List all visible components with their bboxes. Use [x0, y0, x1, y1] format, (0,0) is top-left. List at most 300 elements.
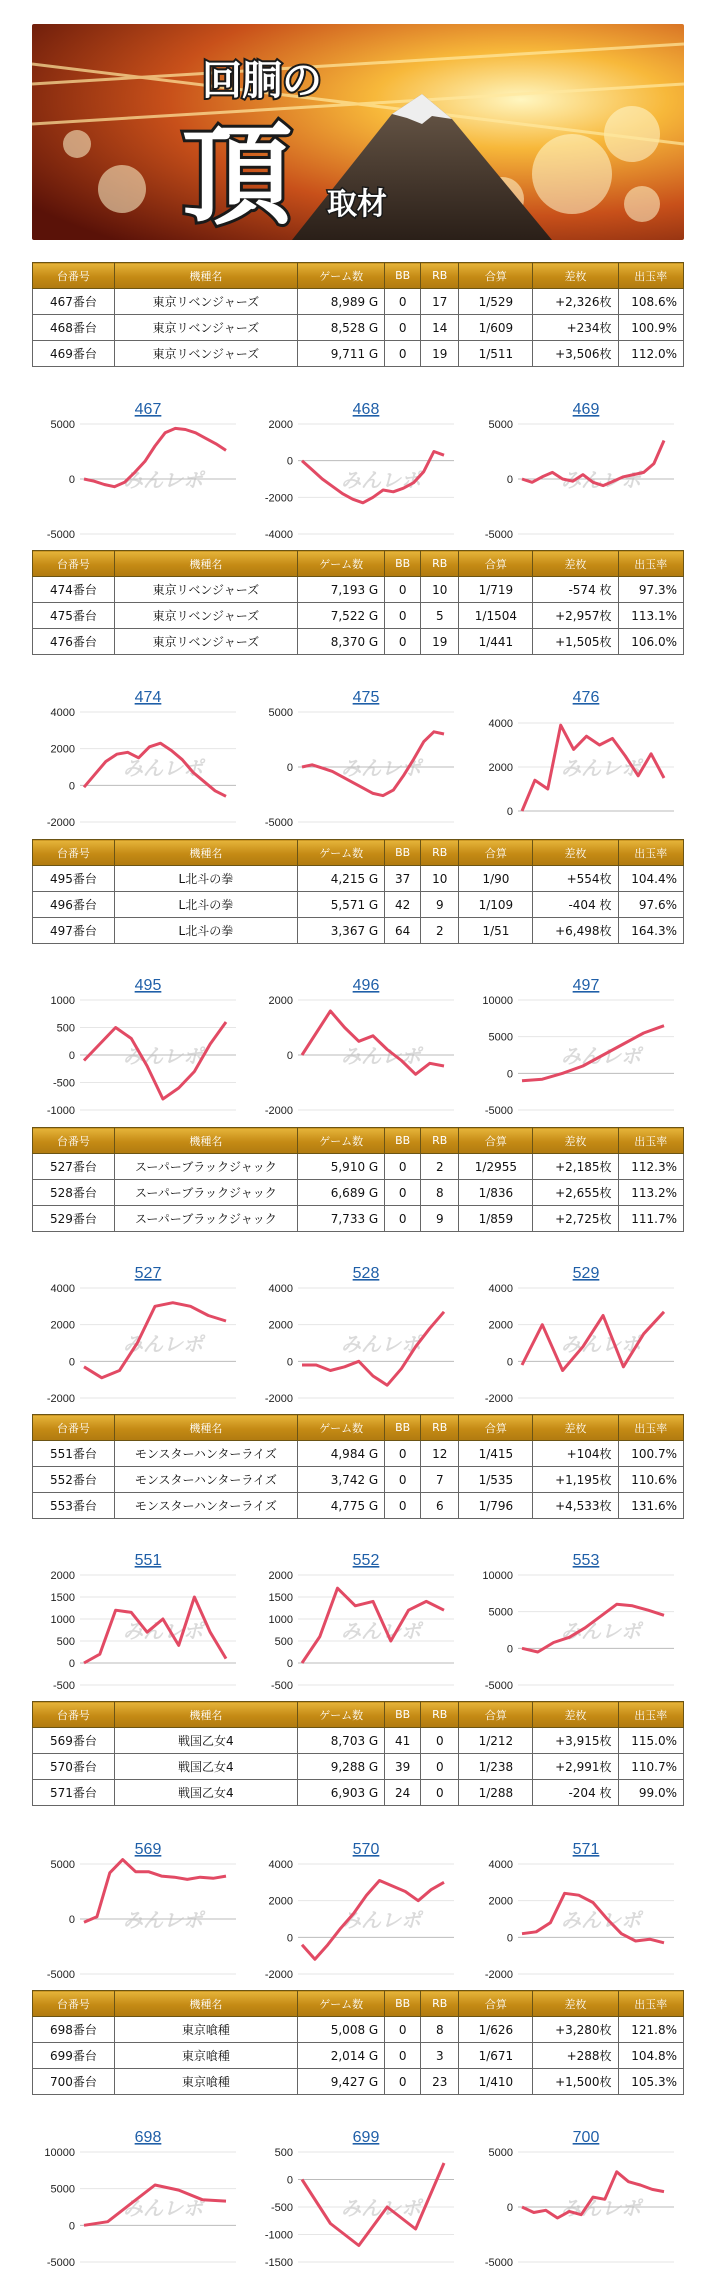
chart-title-link[interactable]: 496: [352, 977, 380, 994]
cell-diff: +3,280枚: [533, 2017, 618, 2043]
column-header: BB: [385, 551, 421, 577]
cell-name: 東京リベンジャーズ: [114, 629, 297, 655]
chart-title-link[interactable]: 469: [572, 401, 600, 418]
cell-name: 東京リベンジャーズ: [114, 577, 297, 603]
y-tick-label: 500: [274, 2147, 293, 2159]
y-tick-label: -2000: [46, 1393, 75, 1405]
cell-bb: 39: [385, 1754, 421, 1780]
cell-name: 東京リベンジャーズ: [114, 603, 297, 629]
y-tick-label: 2000: [268, 419, 293, 431]
cell-bb: 0: [385, 577, 421, 603]
column-header: 合算: [459, 1128, 533, 1154]
table-row: [33, 603, 684, 629]
cell-combined: 1/859: [459, 1206, 533, 1232]
chart-title-link[interactable]: 700: [572, 2129, 600, 2146]
table-row: [33, 1493, 684, 1519]
cell-diff: +4,533枚: [533, 1493, 618, 1519]
column-header: ゲーム数: [297, 1991, 384, 2017]
chart-title-link[interactable]: 476: [572, 689, 600, 706]
y-tick-label: 10000: [482, 1570, 513, 1582]
table-row: [33, 289, 684, 315]
cell-rate: 113.1%: [618, 603, 683, 629]
watermark: みんレポ: [341, 1332, 421, 1356]
y-tick-label: 0: [286, 2174, 293, 2187]
cell-no: 553番台: [33, 1493, 115, 1519]
cell-name: 東京リベンジャーズ: [114, 341, 297, 367]
cell-combined: 1/109: [459, 892, 533, 918]
cell-rate: 121.8%: [618, 2017, 683, 2043]
cell-name: L北斗の拳: [114, 918, 297, 944]
cell-combined: 1/410: [459, 2069, 533, 2095]
column-header: 出玉率: [618, 1991, 683, 2017]
chart-title-link[interactable]: 495: [134, 977, 162, 994]
y-tick-label: 0: [68, 1914, 75, 1926]
watermark: みんレポ: [341, 756, 421, 780]
column-header: RB: [421, 551, 459, 577]
y-tick-label: 0: [286, 1356, 293, 1369]
chart-title-link[interactable]: 552: [352, 1552, 380, 1569]
watermark: みんレポ: [123, 1044, 203, 1068]
cell-bb: 0: [385, 1180, 421, 1206]
cell-rate: 97.3%: [618, 577, 683, 603]
column-header: 台番号: [33, 551, 115, 577]
cell-rb: 10: [421, 866, 459, 892]
cell-rate: 131.6%: [618, 1493, 683, 1519]
cell-diff: +288枚: [533, 2043, 618, 2069]
y-tick-label: 0: [68, 474, 75, 486]
watermark: みんレポ: [561, 1619, 641, 1643]
y-tick-label: 0: [506, 2202, 513, 2214]
cell-rb: 8: [421, 2017, 459, 2043]
cell-diff: +2,991枚: [533, 1754, 618, 1780]
cell-diff: +2,655枚: [533, 1180, 618, 1206]
cell-name: L北斗の拳: [114, 866, 297, 892]
cell-games: 9,711 G: [297, 341, 384, 367]
table-header-row: [33, 840, 684, 866]
machine-chart: [470, 396, 680, 546]
cell-combined: 1/288: [459, 1780, 533, 1806]
cell-combined: 1/1504: [459, 603, 533, 629]
cell-rate: 110.6%: [618, 1467, 683, 1493]
y-tick-label: 4000: [488, 718, 513, 730]
cell-name: 東京リベンジャーズ: [114, 289, 297, 315]
cell-no: 496番台: [33, 892, 115, 918]
y-tick-label: 2000: [268, 1319, 293, 1332]
column-header: 合算: [459, 1702, 533, 1728]
cell-games: 9,427 G: [297, 2069, 384, 2095]
cell-combined: 1/836: [459, 1180, 533, 1206]
column-header: BB: [385, 263, 421, 289]
chart-title-link[interactable]: 497: [572, 977, 600, 994]
machine-table: [32, 1990, 684, 2095]
cell-rb: 2: [421, 1154, 459, 1180]
cell-diff: +104枚: [533, 1441, 618, 1467]
table-row: [33, 1780, 684, 1806]
header-banner: [32, 24, 684, 240]
cell-bb: 64: [385, 918, 421, 944]
machine-table: [32, 1127, 684, 1232]
machine-chart: [250, 1836, 460, 1986]
chart-title-link[interactable]: 475: [352, 689, 380, 706]
cell-no: 698番台: [33, 2017, 115, 2043]
column-header: 出玉率: [618, 1128, 683, 1154]
machine-chart: [470, 1260, 680, 1410]
table-header-row: [33, 1128, 684, 1154]
machine-chart: [470, 1836, 680, 1986]
y-tick-label: 2000: [488, 1895, 513, 1908]
watermark: みんレポ: [123, 756, 203, 780]
column-header: 機種名: [114, 1991, 297, 2017]
y-tick-label: 4000: [50, 707, 75, 719]
cell-rb: 9: [421, 1206, 459, 1232]
table-row: [33, 1206, 684, 1232]
y-tick-label: -2000: [264, 492, 293, 505]
table-row: [33, 918, 684, 944]
cell-rate: 104.4%: [618, 866, 683, 892]
cell-name: スーパーブラックジャック: [114, 1206, 297, 1232]
cell-combined: 1/51: [459, 918, 533, 944]
column-header: 差枚: [533, 840, 618, 866]
cell-rb: 0: [421, 1754, 459, 1780]
column-header: RB: [421, 1991, 459, 2017]
chart-title-link[interactable]: 698: [134, 2129, 162, 2146]
chart-title-link[interactable]: 699: [352, 2129, 380, 2146]
cell-rate: 97.6%: [618, 892, 683, 918]
column-header: 出玉率: [618, 551, 683, 577]
machine-chart: [250, 1260, 460, 1410]
chart-title-link[interactable]: 527: [134, 1265, 162, 1282]
table-header-row: [33, 551, 684, 577]
y-tick-label: 0: [506, 1356, 513, 1369]
cell-combined: 1/212: [459, 1728, 533, 1754]
y-tick-label: 1500: [50, 1592, 75, 1604]
cell-games: 5,008 G: [297, 2017, 384, 2043]
watermark: みんレポ: [123, 1332, 203, 1356]
watermark: みんレポ: [561, 1044, 641, 1068]
column-header: ゲーム数: [297, 263, 384, 289]
y-tick-label: 500: [56, 1022, 75, 1035]
y-tick-label: 0: [68, 1356, 75, 1369]
column-header: BB: [385, 840, 421, 866]
y-tick-label: 10000: [44, 2147, 75, 2159]
column-header: 台番号: [33, 263, 115, 289]
cell-name: 戦国乙女4: [114, 1780, 297, 1806]
cell-rb: 14: [421, 315, 459, 341]
cell-name: モンスターハンターライズ: [114, 1493, 297, 1519]
y-tick-label: 0: [286, 1932, 293, 1945]
y-tick-label: -500: [270, 1680, 293, 1692]
y-tick-label: 0: [286, 762, 293, 774]
y-tick-label: 0: [506, 1643, 513, 1656]
y-tick-label: -5000: [484, 2257, 513, 2269]
y-tick-label: 2000: [50, 1570, 75, 1582]
cell-rate: 99.0%: [618, 1780, 683, 1806]
cell-diff: +1,195枚: [533, 1467, 618, 1493]
cell-rate: 164.3%: [618, 918, 683, 944]
cell-no: 474番台: [33, 577, 115, 603]
chart-title-link[interactable]: 467: [134, 401, 162, 418]
cell-bb: 0: [385, 341, 421, 367]
cell-combined: 1/719: [459, 577, 533, 603]
cell-combined: 1/441: [459, 629, 533, 655]
cell-no: 468番台: [33, 315, 115, 341]
cell-combined: 1/796: [459, 1493, 533, 1519]
machine-chart: [32, 396, 242, 546]
cell-bb: 0: [385, 2017, 421, 2043]
watermark: みんレポ: [341, 1908, 421, 1932]
chart-title-link[interactable]: 551: [134, 1552, 162, 1569]
column-header: RB: [421, 1702, 459, 1728]
cell-rb: 9: [421, 892, 459, 918]
cell-name: 東京喰種: [114, 2043, 297, 2069]
watermark: みんレポ: [123, 1908, 203, 1932]
cell-rate: 104.8%: [618, 2043, 683, 2069]
cell-diff: -404 枚: [533, 892, 618, 918]
y-tick-label: 5000: [488, 2147, 513, 2159]
y-tick-label: 500: [274, 1636, 293, 1648]
y-tick-label: -1000: [46, 1105, 75, 1117]
cell-games: 8,703 G: [297, 1728, 384, 1754]
y-tick-label: 4000: [488, 1283, 513, 1295]
column-header: 機種名: [114, 1415, 297, 1441]
column-header: 合算: [459, 263, 533, 289]
cell-rate: 110.7%: [618, 1754, 683, 1780]
cell-games: 5,571 G: [297, 892, 384, 918]
cell-rate: 113.2%: [618, 1180, 683, 1206]
cell-name: モンスターハンターライズ: [114, 1467, 297, 1493]
watermark: みんレポ: [341, 1619, 421, 1643]
cell-name: モンスターハンターライズ: [114, 1441, 297, 1467]
cell-name: スーパーブラックジャック: [114, 1180, 297, 1206]
y-tick-label: 2000: [50, 1319, 75, 1332]
cell-games: 4,215 G: [297, 866, 384, 892]
watermark: みんレポ: [561, 2196, 641, 2220]
y-tick-label: 5000: [488, 1606, 513, 1619]
cell-rb: 7: [421, 1467, 459, 1493]
chart-title-link[interactable]: 529: [572, 1265, 600, 1282]
cell-diff: +1,505枚: [533, 629, 618, 655]
y-tick-label: -4000: [264, 529, 293, 541]
banner-subtitle: 取材: [327, 187, 387, 222]
column-header: 合算: [459, 1991, 533, 2017]
y-tick-label: -5000: [484, 1680, 513, 1692]
y-tick-label: 0: [68, 780, 75, 793]
watermark: みんレポ: [341, 1044, 421, 1068]
y-tick-label: 0: [68, 1658, 75, 1670]
y-tick-label: 2000: [488, 762, 513, 774]
cell-rate: 100.9%: [618, 315, 683, 341]
cell-bb: 0: [385, 603, 421, 629]
cell-combined: 1/609: [459, 315, 533, 341]
cell-games: 8,370 G: [297, 629, 384, 655]
cell-bb: 41: [385, 1728, 421, 1754]
chart-title-link[interactable]: 528: [352, 1265, 380, 1282]
cell-games: 2,014 G: [297, 2043, 384, 2069]
table-header-row: [33, 1415, 684, 1441]
cell-games: 8,989 G: [297, 289, 384, 315]
cell-bb: 42: [385, 892, 421, 918]
table-row: [33, 2043, 684, 2069]
cell-rb: 6: [421, 1493, 459, 1519]
cell-rb: 17: [421, 289, 459, 315]
cell-games: 3,742 G: [297, 1467, 384, 1493]
chart-title-link[interactable]: 468: [352, 401, 380, 418]
machine-chart: [250, 684, 460, 834]
cell-diff: -204 枚: [533, 1780, 618, 1806]
y-tick-label: -500: [52, 1077, 75, 1090]
y-tick-label: 1000: [268, 1614, 293, 1626]
machine-table: [32, 1414, 684, 1519]
cell-games: 6,903 G: [297, 1780, 384, 1806]
cell-bb: 0: [385, 315, 421, 341]
chart-title-link[interactable]: 571: [572, 1841, 600, 1858]
y-tick-label: -1000: [264, 2229, 293, 2242]
cell-bb: 0: [385, 1467, 421, 1493]
column-header: 台番号: [33, 1991, 115, 2017]
cell-combined: 1/238: [459, 1754, 533, 1780]
cell-diff: +2,326枚: [533, 289, 618, 315]
cell-diff: +2,185枚: [533, 1154, 618, 1180]
table-row: [33, 1728, 684, 1754]
cell-no: 551番台: [33, 1441, 115, 1467]
column-header: 合算: [459, 840, 533, 866]
y-tick-label: -500: [52, 1680, 75, 1692]
cell-rate: 111.7%: [618, 1206, 683, 1232]
column-header: 台番号: [33, 1702, 115, 1728]
chart-title-link[interactable]: 553: [572, 1552, 600, 1569]
cell-bb: 0: [385, 2069, 421, 2095]
column-header: 機種名: [114, 263, 297, 289]
cell-rate: 115.0%: [618, 1728, 683, 1754]
column-header: 合算: [459, 551, 533, 577]
y-tick-label: 0: [286, 1658, 293, 1670]
y-tick-label: 1000: [50, 1614, 75, 1626]
cell-combined: 1/511: [459, 341, 533, 367]
y-tick-label: 5000: [488, 419, 513, 431]
cell-bb: 37: [385, 866, 421, 892]
y-tick-label: -2000: [484, 1969, 513, 1981]
y-tick-label: 2000: [50, 743, 75, 756]
y-tick-label: -5000: [484, 529, 513, 541]
column-header: BB: [385, 1702, 421, 1728]
table-row: [33, 892, 684, 918]
cell-rate: 105.3%: [618, 2069, 683, 2095]
y-tick-label: 0: [506, 806, 513, 818]
chart-title-link[interactable]: 570: [352, 1841, 380, 1858]
column-header: 機種名: [114, 551, 297, 577]
cell-bb: 0: [385, 1206, 421, 1232]
cell-combined: 1/529: [459, 289, 533, 315]
cell-diff: +6,498枚: [533, 918, 618, 944]
y-tick-label: 5000: [50, 419, 75, 431]
table-row: [33, 577, 684, 603]
cell-no: 699番台: [33, 2043, 115, 2069]
y-tick-label: -500: [270, 2202, 293, 2214]
machine-table: [32, 550, 684, 655]
column-header: 出玉率: [618, 1415, 683, 1441]
machine-table: [32, 839, 684, 944]
cell-bb: 0: [385, 1154, 421, 1180]
cell-combined: 1/535: [459, 1467, 533, 1493]
y-tick-label: -5000: [264, 817, 293, 829]
cell-name: 東京喰種: [114, 2069, 297, 2095]
watermark: みんレポ: [123, 468, 203, 492]
y-tick-label: 5000: [50, 2183, 75, 2196]
y-tick-label: 10000: [482, 995, 513, 1007]
cell-rate: 106.0%: [618, 629, 683, 655]
table-row: [33, 1180, 684, 1206]
column-header: BB: [385, 1128, 421, 1154]
chart-title-link[interactable]: 569: [134, 1841, 162, 1858]
column-header: 差枚: [533, 551, 618, 577]
machine-chart: [32, 1836, 242, 1986]
cell-bb: 0: [385, 1441, 421, 1467]
table-header-row: [33, 263, 684, 289]
cell-no: 700番台: [33, 2069, 115, 2095]
y-tick-label: -5000: [46, 529, 75, 541]
cell-combined: 1/626: [459, 2017, 533, 2043]
cell-no: 570番台: [33, 1754, 115, 1780]
column-header: RB: [421, 1128, 459, 1154]
cell-no: 467番台: [33, 289, 115, 315]
chart-title-link[interactable]: 474: [134, 689, 162, 706]
y-tick-label: -2000: [264, 1393, 293, 1405]
cell-games: 4,984 G: [297, 1441, 384, 1467]
cell-rate: 108.6%: [618, 289, 683, 315]
y-tick-label: -5000: [484, 1105, 513, 1117]
cell-games: 7,733 G: [297, 1206, 384, 1232]
cell-rb: 23: [421, 2069, 459, 2095]
cell-no: 552番台: [33, 1467, 115, 1493]
cell-diff: -574 枚: [533, 577, 618, 603]
cell-games: 9,288 G: [297, 1754, 384, 1780]
cell-name: 戦国乙女4: [114, 1754, 297, 1780]
column-header: 出玉率: [618, 840, 683, 866]
cell-no: 475番台: [33, 603, 115, 629]
column-header: ゲーム数: [297, 551, 384, 577]
table-row: [33, 1754, 684, 1780]
column-header: RB: [421, 1415, 459, 1441]
machine-chart: [32, 1260, 242, 1410]
cell-rate: 100.7%: [618, 1441, 683, 1467]
column-header: 差枚: [533, 263, 618, 289]
machine-table: [32, 262, 684, 367]
cell-no: 527番台: [33, 1154, 115, 1180]
y-tick-label: 4000: [268, 1283, 293, 1295]
table-row: [33, 1467, 684, 1493]
table-header-row: [33, 1702, 684, 1728]
cell-diff: +554枚: [533, 866, 618, 892]
watermark: みんレポ: [123, 1619, 203, 1643]
cell-diff: +1,500枚: [533, 2069, 618, 2095]
cell-combined: 1/671: [459, 2043, 533, 2069]
cell-bb: 0: [385, 2043, 421, 2069]
cell-diff: +3,915枚: [533, 1728, 618, 1754]
y-tick-label: -2000: [46, 817, 75, 829]
watermark: みんレポ: [561, 1332, 641, 1356]
cell-games: 4,775 G: [297, 1493, 384, 1519]
y-tick-label: -1500: [264, 2257, 293, 2269]
machine-chart: [32, 1547, 242, 1697]
y-tick-label: 0: [286, 455, 293, 468]
cell-bb: 24: [385, 1780, 421, 1806]
cell-no: 569番台: [33, 1728, 115, 1754]
y-tick-label: -5000: [46, 2257, 75, 2269]
cell-no: 469番台: [33, 341, 115, 367]
table-row: [33, 341, 684, 367]
cell-diff: +2,725枚: [533, 1206, 618, 1232]
y-tick-label: 4000: [50, 1283, 75, 1295]
